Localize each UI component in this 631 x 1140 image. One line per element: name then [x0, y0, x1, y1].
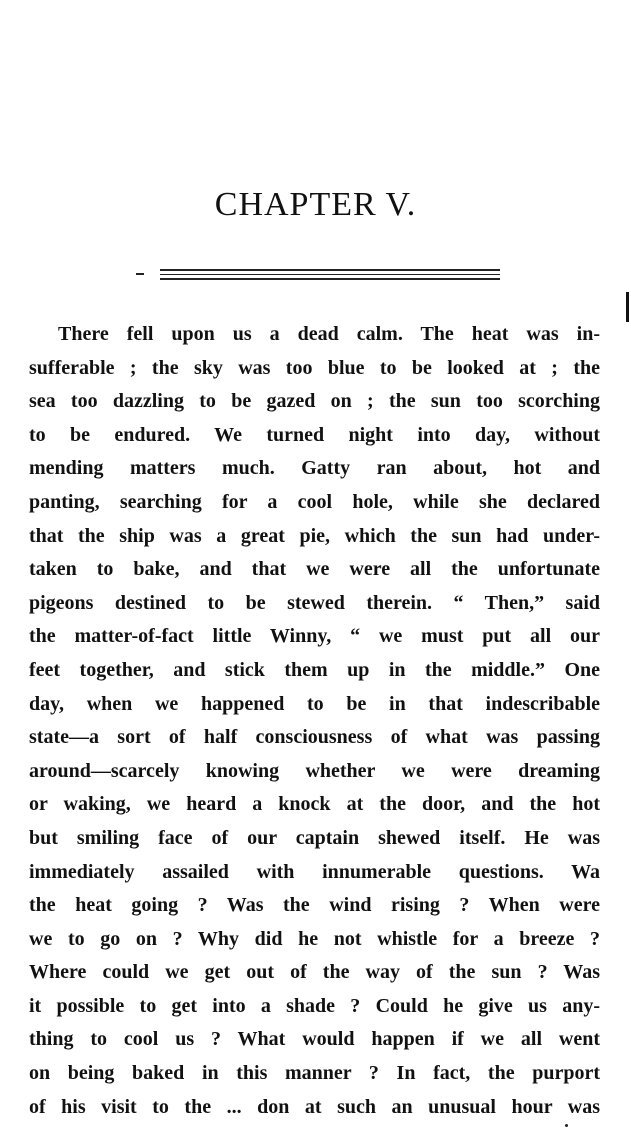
body-line: state—a sort of half consciousness of what was passing [29, 726, 600, 749]
body-line: feet together, and stick them up in the middle.” One [29, 658, 600, 681]
rule-line-top [160, 269, 500, 271]
rule-line-middle [160, 274, 500, 275]
body-line: pigeons destined to be stewed therein. “ Then,” said [29, 591, 600, 614]
body-line: immediately assailed with innumerable questions. Wa [29, 860, 600, 883]
chapter-heading: CHAPTER V. [214, 186, 417, 223]
body-line: we to go on ? Why did he not whistle for a breeze ? [29, 927, 600, 950]
body-line: sea too dazzling to be gazed on ; the sun too scorching [29, 390, 600, 413]
body-line: Where could we get out of the way of the sun ? Was [29, 961, 600, 984]
decorative-rule [136, 266, 500, 280]
body-line: panting, searching for a cool hole, while she declared [29, 490, 600, 513]
body-line: the matter-of-fact little Winny, “ we must put all our [29, 625, 600, 648]
body-line: taken to bake, and that we were all the unfortunate [29, 558, 600, 581]
body-line: sufferable ; the sky was too blue to be looked at ; the [29, 356, 600, 379]
page-speck [565, 1124, 568, 1127]
body-line: it possible to get into a shade ? Could he give us any- [29, 994, 600, 1017]
rule-dash [136, 273, 144, 275]
body-line: but smiling face of our captain shewed itself. He was [29, 826, 600, 849]
body-line: to be endured. We turned night into day, without [29, 423, 600, 446]
body-line: of his visit to the ... don at such an unusual hour was [29, 1095, 600, 1118]
rule-line-bottom [160, 278, 500, 280]
body-line: or waking, we heard a knock at the door, and the hot [29, 793, 600, 816]
body-line: day, when we happened to be in that indescribable [29, 692, 600, 715]
body-line: the heat going ? Was the wind rising ? When were [29, 894, 600, 917]
body-line: on being baked in this manner ? In fact, the purport [29, 1062, 600, 1085]
body-line: that the ship was a great pie, which the sun had under- [29, 524, 600, 547]
body-line: thing to cool us ? What would happen if we all went [29, 1028, 600, 1051]
body-line: mending matters much. Gatty ran about, hot and [29, 457, 600, 480]
margin-scan-mark [626, 292, 629, 322]
body-line: There fell upon us a dead calm. The heat was in- [58, 323, 600, 345]
chapter-body [29, 318, 600, 1124]
body-line: around—scarcely knowing whether we were dreaming [29, 759, 600, 782]
